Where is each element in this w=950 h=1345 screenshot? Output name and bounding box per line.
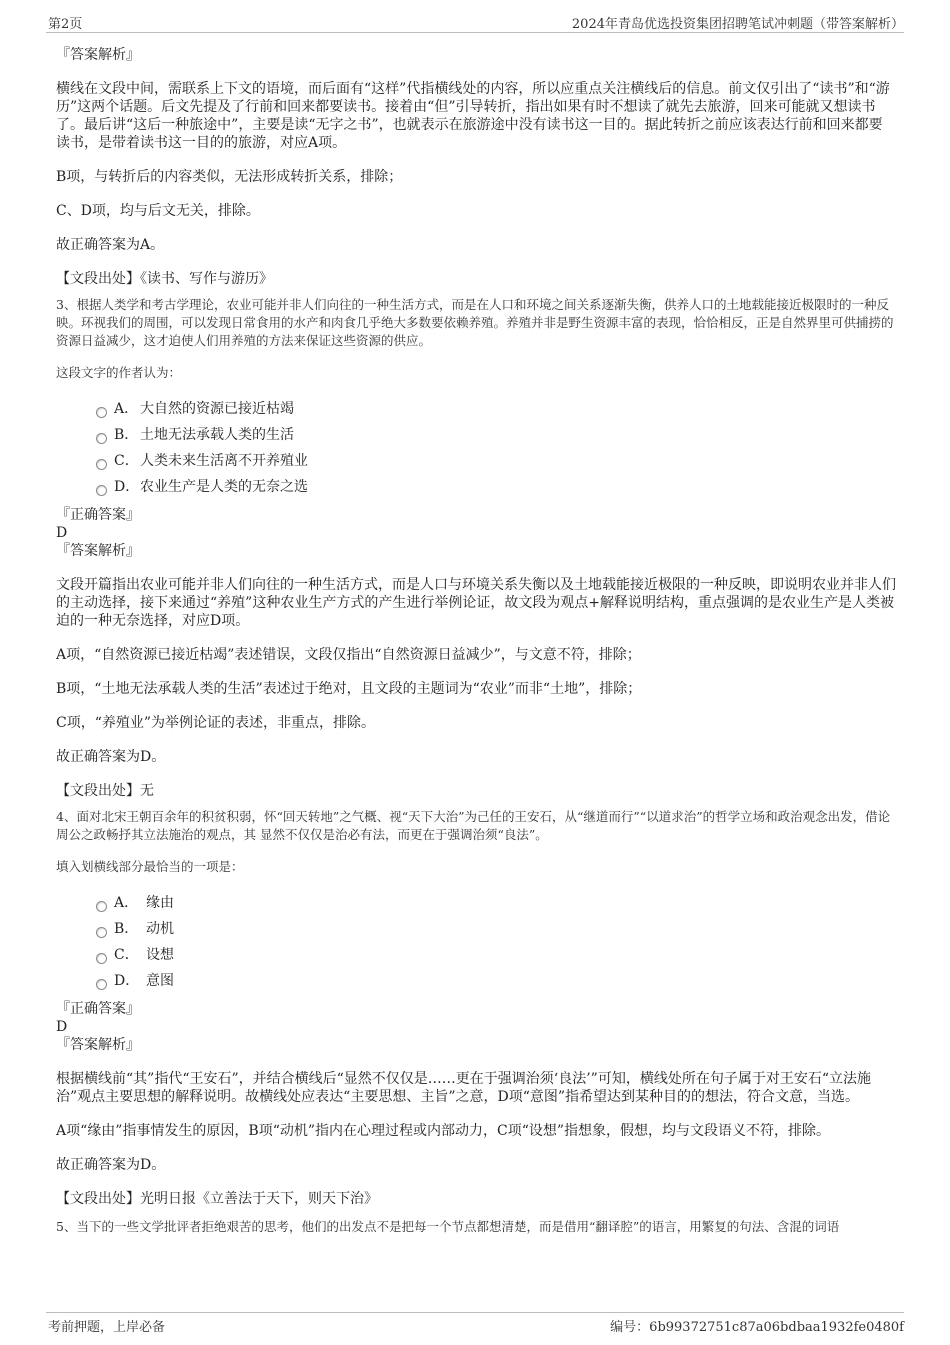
option-letter: A．	[114, 401, 139, 417]
q4-conclusion: 故正确答案为D。	[56, 1157, 166, 1173]
option-letter: C．	[114, 947, 139, 963]
option-letter: B．	[114, 921, 139, 937]
q2-analysis: 横线在文段中间，需联系上下文的语境，而后面有“这样”代指横线处的内容，所以应重点关注横线后的信息。前文仅引出了“读书”和“游历”这两个话题。后文先提及了行前和回来都要读书。接着由“但”引导转折，指出如果有时不想读了就先去旅游，回来可能就又想读书了。最后讲“这后一种旅途中”，主要是读“无字之书”，也就表示在旅游途中没有读书这一目的。据此转折之前应该表达行前和回来都要读书，是带着读书这一目的的旅游，对应A项。	[56, 81, 890, 151]
option-text: 土地无法承载人类的生活	[140, 427, 294, 443]
q2-conclusion: 故正确答案为A。	[56, 237, 165, 253]
option-text: 设想	[146, 947, 174, 963]
q4-analysis-label: 『答案解析』	[56, 1037, 140, 1053]
option-text: 农业生产是人类的无奈之选	[140, 479, 308, 495]
radio-button-icon[interactable]	[96, 927, 107, 938]
document-body	[56, 46, 896, 1236]
option-letter: B．	[114, 427, 139, 443]
option-letter: C．	[114, 453, 139, 469]
q3-correct-label: 『正确答案』	[56, 507, 140, 523]
q3-options	[56, 396, 896, 500]
q4-option-c[interactable]	[56, 942, 896, 968]
q3-option-a[interactable]	[56, 396, 896, 422]
option-letter: D．	[114, 973, 140, 989]
q3-option-c[interactable]	[56, 448, 896, 474]
q3-analysis: 文段开篇指出农业可能并非人们向往的一种生活方式，而是人口与环境关系失衡以及土地载能接近极限的一种反映，即说明农业并非人们的主动选择，接下来通过“养殖”这种农业生产方式的产生进行举例论证，故文段为观点+解释说明结构，重点强调的是农业生产是人类被迫的一种无奈选择，对应D项。	[56, 577, 896, 629]
q2-source: 【文段出处】《读书、写作与游历》	[56, 271, 273, 287]
option-text: 人类未来生活离不开养殖业	[140, 453, 308, 469]
q2-b-note: B项，与转折后的内容类似，无法形成转折关系，排除；	[56, 169, 403, 185]
footer-slogan: 考前押题，上岸必备	[48, 1320, 166, 1335]
q3-question: 这段文字的作者认为：	[56, 365, 182, 380]
option-text: 意图	[146, 973, 174, 989]
page-footer	[46, 1312, 904, 1335]
q4-question: 填入划横线部分最恰当的一项是：	[56, 859, 244, 874]
q5-stem: 5、当下的一些文学批评者拒绝艰苦的思考，他们的出发点不是把每一个节点都想清楚，而是借用“翻译腔”的语言，用繁复的句法、含混的词语	[56, 1219, 840, 1234]
q3-option-d[interactable]	[56, 474, 896, 500]
q3-c-note: C项，“养殖业”为举例论证的表述，非重点，排除。	[56, 715, 376, 731]
option-text: 动机	[146, 921, 174, 937]
q3-option-b[interactable]	[56, 422, 896, 448]
q3-b-note: B项，“土地无法承载人类的生活”表述过于绝对，且文段的主题词为“农业”而非“土地”，排除；	[56, 681, 642, 697]
radio-button-icon[interactable]	[96, 979, 107, 990]
q3-analysis-label: 『答案解析』	[56, 543, 140, 559]
q3-a-note: A项，“自然资源已接近枯竭”表述错误，文段仅指出“自然资源日益减少”，与文意不符，排除；	[56, 647, 641, 663]
q4-ac-note: A项“缘由”指事情发生的原因，B项“动机”指内在心理过程或内部动力，C项“设想”指想象，假想，均与文段语义不符，排除。	[56, 1123, 831, 1139]
q4-correct-label: 『正确答案』	[56, 1001, 140, 1017]
option-letter: A．	[114, 895, 139, 911]
document-code: 编号：6b99372751c87a06bdbaa1932fe0480f	[610, 1320, 904, 1335]
q3-source: 【文段出处】无	[56, 783, 154, 799]
page-number: 第2页	[48, 17, 83, 32]
page-header	[46, 10, 904, 33]
option-letter: D．	[114, 479, 140, 495]
q4-option-a[interactable]	[56, 890, 896, 916]
option-text: 缘由	[146, 895, 174, 911]
q3-correct-answer: D	[56, 525, 68, 541]
document-title: 2024年青岛优选投资集团招聘笔试冲刺题（带答案解析）	[571, 17, 904, 32]
q3-stem: 3、根据人类学和考古学理论，农业可能并非人们向往的一种生活方式，而是在人口和环境之间关系逐渐失衡，供养人口的土地载能接近极限时的一种反映。环视我们的周围，可以发现日常食用的水产和肉食几乎绝大多数要依赖养殖。养殖并非是野生资源丰富的表现，恰恰相反，正是自然界里可供捕捞的资源日益减少，这才迫使人们用养殖的方法来保证这些资源的供应。	[56, 297, 894, 348]
q4-analysis: 根据横线前“其”指代“王安石”，并结合横线后“显然不仅仅是……更在于强调治须‘良法’”可知，横线处所在句子属于对王安石“立法施治”观点主要思想的解释说明。故横线处应表达“主要思想、主旨”之意，D项“意图”指希望达到某种目的的想法，符合文意，当选。	[56, 1071, 871, 1105]
q4-options	[56, 890, 896, 994]
q4-stem: 4、面对北宋王朝百余年的积贫积弱，怀“回天转地”之气概、视“天下大治”为己任的王安石，从“继道而行”“以道求治”的哲学立场和政治观念出发，借论周公之政畅抒其立法施治的观点，其 显然不仅仅是治必有法，而更在于强调治须“良法”。	[56, 809, 891, 842]
q2-analysis-label: 『答案解析』	[56, 47, 140, 63]
radio-button-icon[interactable]	[96, 953, 107, 964]
radio-button-icon[interactable]	[96, 459, 107, 470]
option-text: 大自然的资源已接近枯竭	[140, 401, 294, 417]
q4-option-d[interactable]	[56, 968, 896, 994]
q4-source: 【文段出处】光明日报《立善法于天下，则天下治》	[56, 1191, 378, 1207]
q4-option-b[interactable]	[56, 916, 896, 942]
q3-conclusion: 故正确答案为D。	[56, 749, 166, 765]
radio-button-icon[interactable]	[96, 433, 107, 444]
q2-cd-note: C、D项，均与后文无关，排除。	[56, 203, 260, 219]
radio-button-icon[interactable]	[96, 407, 107, 418]
radio-button-icon[interactable]	[96, 485, 107, 496]
radio-button-icon[interactable]	[96, 901, 107, 912]
q4-correct-answer: D	[56, 1019, 68, 1035]
